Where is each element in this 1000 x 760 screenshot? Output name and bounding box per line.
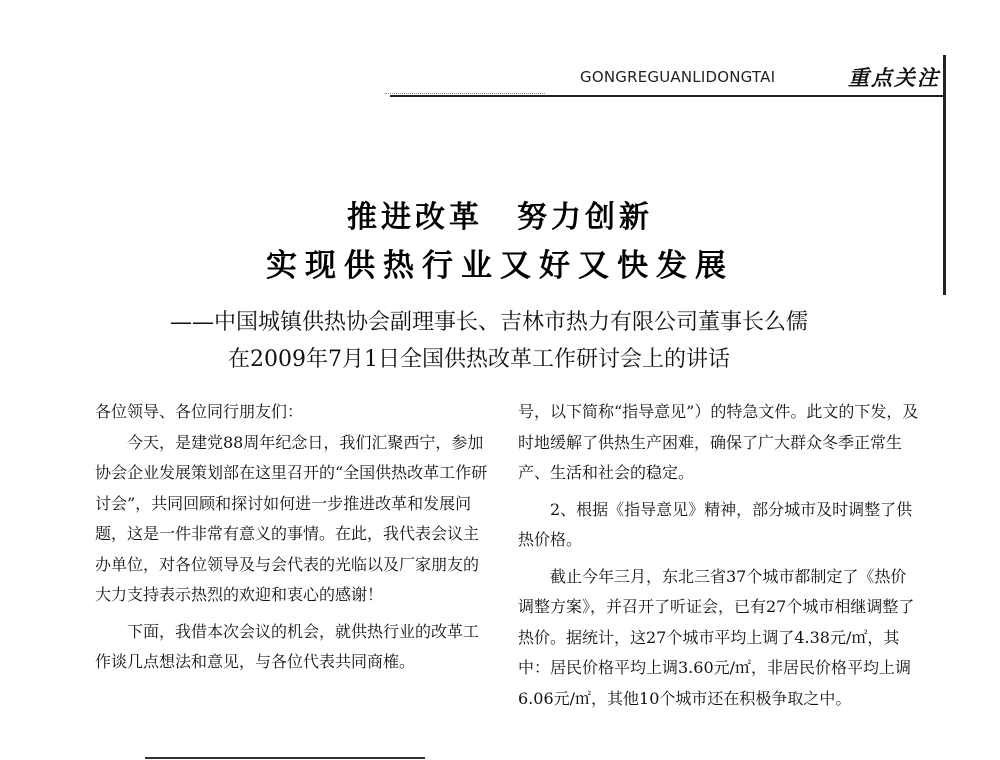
paragraph: 今天，是建党88周年纪念日，我们汇聚西宁，参加协会企业发展策划部在这里召开的“全国供热改革工作研讨会”，共同回顾和探讨如何进一步推进改革和发展问题，这是一件非常有意义的事情。在此，我代表会议主办单位，对各位领导及与会代表的光临以及厂家朋友的大力支持表示热烈的欢迎和衷心的感谢！ xyxy=(95,432,488,604)
page-header xyxy=(560,60,950,94)
article-title-line2: 实现供热行业又好又快发展 xyxy=(266,248,734,284)
paragraph: 截止今年三月，东北三省37个城市都制定了《热价调整方案》，并召开了听证会，已有27个城市相继调整了热价。据统计，这27个城市平均上调了4.38元/㎡，其中：居民价格平均上调3.60元/㎡，非居民价格平均上调6.06元/㎡，其他10个城市还在积极争取之中。 xyxy=(518,566,915,708)
article-title-line1: 推进改革 努力创新 xyxy=(347,200,653,235)
paragraph: 号，以下简称“指导意见”）的特急文件。此文的下发，及时地缓解了供热生产困难，确保了广大群众冬季正常生产、生活和社会的稳定。 xyxy=(518,402,919,482)
paragraph: 下面，我借本次会议的机会，就供热行业的改革工作谈几点想法和意见，与各位代表共同商榷。 xyxy=(95,621,480,671)
header-dotted-rule xyxy=(385,93,545,94)
right-text-column xyxy=(518,397,922,714)
header-pinyin: GONGREGUANLIDONGTAI xyxy=(580,68,776,86)
salutation: 各位领导、各位同行朋友们： xyxy=(95,402,304,421)
left-text-column xyxy=(95,397,493,678)
article-subtitle-line1: ——中国城镇供热协会副理事长、吉林市热力有限公司董事长么儒 xyxy=(170,310,809,335)
header-rule xyxy=(390,95,945,97)
paragraph: 2、根据《指导意见》精神，部分城市及时调整了供热价格。 xyxy=(518,499,913,549)
cropped-next-line xyxy=(95,752,493,760)
header-section-title: 重点关注 xyxy=(848,66,940,90)
article-subtitle-line2: 在2009年7月1日全国供热改革工作研讨会上的讲话 xyxy=(228,347,730,372)
